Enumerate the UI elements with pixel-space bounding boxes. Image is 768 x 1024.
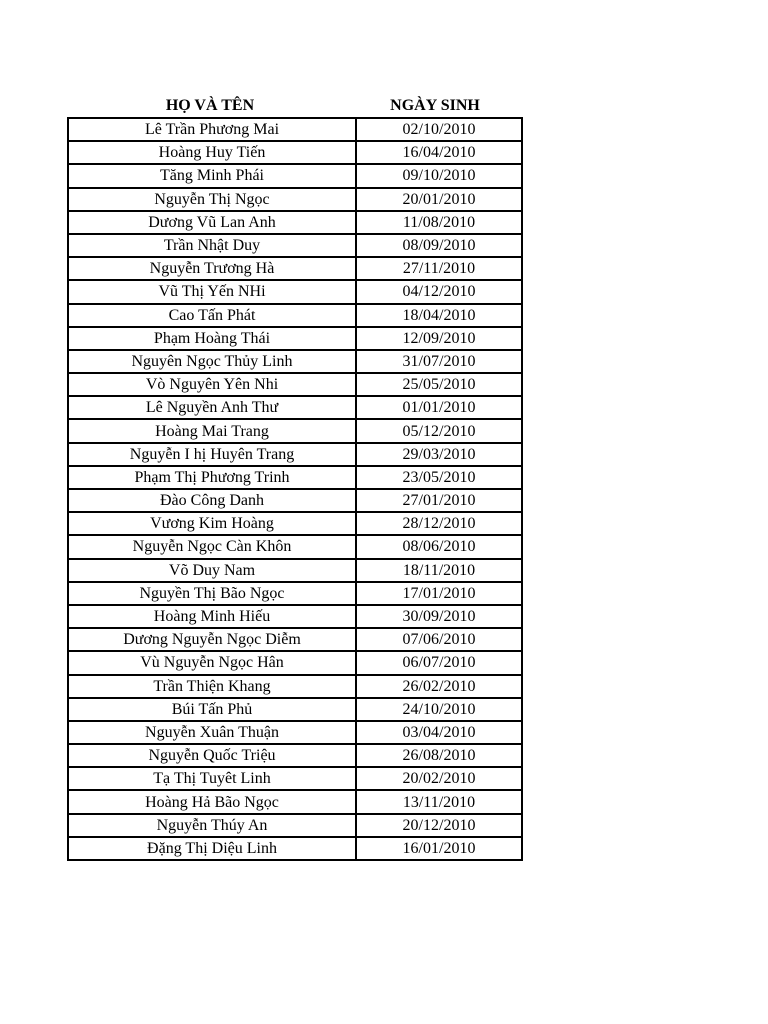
- birth-date-cell: 12/09/2010: [356, 327, 522, 350]
- table-row: [68, 443, 522, 466]
- student-name-cell: Nguyễn Ngọc Càn Khôn: [68, 535, 356, 558]
- student-table: [67, 117, 523, 861]
- student-name-cell: Nguyền Thị Bão Ngọc: [68, 582, 356, 605]
- student-name-cell: Hoàng Huy Tiến: [68, 141, 356, 164]
- student-name-cell: Nguyễn Quốc Triệu: [68, 744, 356, 767]
- student-table-body: [68, 118, 522, 860]
- birth-date-cell: 13/11/2010: [356, 790, 522, 813]
- student-name-cell: Vù Nguyễn Ngọc Hân: [68, 651, 356, 674]
- birth-date-cell: 20/01/2010: [356, 188, 522, 211]
- birth-date-cell: 06/07/2010: [356, 651, 522, 674]
- table-row: [68, 675, 522, 698]
- student-name-cell: Tăng Minh Phái: [68, 164, 356, 187]
- birth-date-cell: 03/04/2010: [356, 721, 522, 744]
- birth-date-cell: 16/04/2010: [356, 141, 522, 164]
- birth-date-cell: 08/06/2010: [356, 535, 522, 558]
- student-name-cell: Hoàng Mai Trang: [68, 419, 356, 442]
- birth-date-cell: 27/11/2010: [356, 257, 522, 280]
- table-row: [68, 118, 522, 141]
- table-header: [67, 94, 517, 118]
- table-row: [68, 419, 522, 442]
- table-row: [68, 790, 522, 813]
- table-row: [68, 396, 522, 419]
- table-row: [68, 188, 522, 211]
- student-name-cell: Cao Tấn Phát: [68, 304, 356, 327]
- birth-date-cell: 20/12/2010: [356, 814, 522, 837]
- birth-date-cell: 20/02/2010: [356, 767, 522, 790]
- table-row: [68, 837, 522, 860]
- student-name-cell: Nguyên Ngọc Thủy Linh: [68, 350, 356, 373]
- student-name-cell: Dương Vũ Lan Anh: [68, 211, 356, 234]
- student-name-cell: Hoàng Minh Hiếu: [68, 605, 356, 628]
- birth-date-cell: 05/12/2010: [356, 419, 522, 442]
- birth-date-cell: 30/09/2010: [356, 605, 522, 628]
- birth-date-cell: 08/09/2010: [356, 234, 522, 257]
- student-name-cell: Lê Nguyền Anh Thư: [68, 396, 356, 419]
- table-row: [68, 535, 522, 558]
- table-row: [68, 466, 522, 489]
- student-name-cell: Phạm Hoàng Thái: [68, 327, 356, 350]
- student-name-cell: Nguyễn Xuân Thuận: [68, 721, 356, 744]
- birth-date-cell: 29/03/2010: [356, 443, 522, 466]
- student-name-cell: Tạ Thị Tuyêt Linh: [68, 767, 356, 790]
- birth-date-cell: 24/10/2010: [356, 698, 522, 721]
- birth-date-cell: 31/07/2010: [356, 350, 522, 373]
- birth-date-cell: 26/02/2010: [356, 675, 522, 698]
- birth-date-cell: 23/05/2010: [356, 466, 522, 489]
- birth-date-cell: 16/01/2010: [356, 837, 522, 860]
- student-name-cell: Hoàng Hả Bão Ngọc: [68, 790, 356, 813]
- table-row: [68, 350, 522, 373]
- birth-date-cell: 17/01/2010: [356, 582, 522, 605]
- student-name-cell: Nguyễn I hị Huyên Trang: [68, 443, 356, 466]
- birth-date-cell: 25/05/2010: [356, 373, 522, 396]
- student-name-cell: Trần Thiện Khang: [68, 675, 356, 698]
- birth-date-cell: 02/10/2010: [356, 118, 522, 141]
- student-name-cell: Đặng Thị Diệu Linh: [68, 837, 356, 860]
- table-row: [68, 651, 522, 674]
- birth-date-cell: 09/10/2010: [356, 164, 522, 187]
- table-row: [68, 698, 522, 721]
- table-row: [68, 559, 522, 582]
- student-name-cell: Nguyễn Thị Ngọc: [68, 188, 356, 211]
- birth-date-cell: 18/11/2010: [356, 559, 522, 582]
- table-row: [68, 721, 522, 744]
- table-row: [68, 582, 522, 605]
- student-name-cell: Phạm Thị Phương Trinh: [68, 466, 356, 489]
- student-name-cell: Vò Nguyên Yên Nhi: [68, 373, 356, 396]
- column-header-dob: NGÀY SINH: [390, 97, 480, 114]
- table-row: [68, 141, 522, 164]
- table-row: [68, 628, 522, 651]
- table-row: [68, 512, 522, 535]
- table-row: [68, 373, 522, 396]
- birth-date-cell: 01/01/2010: [356, 396, 522, 419]
- birth-date-cell: 26/08/2010: [356, 744, 522, 767]
- table-row: [68, 280, 522, 303]
- table-row: [68, 814, 522, 837]
- student-name-cell: Lê Trần Phương Mai: [68, 118, 356, 141]
- student-name-cell: Nguyễn Trương Hà: [68, 257, 356, 280]
- table-row: [68, 605, 522, 628]
- student-name-cell: Nguyễn Thúy An: [68, 814, 356, 837]
- birth-date-cell: 11/08/2010: [356, 211, 522, 234]
- student-name-cell: Đào Công Danh: [68, 489, 356, 512]
- table-row: [68, 304, 522, 327]
- student-name-cell: Dương Nguyễn Ngọc Diễm: [68, 628, 356, 651]
- table-row: [68, 164, 522, 187]
- birth-date-cell: 27/01/2010: [356, 489, 522, 512]
- birth-date-cell: 18/04/2010: [356, 304, 522, 327]
- table-row: [68, 489, 522, 512]
- student-name-cell: Búi Tấn Phủ: [68, 698, 356, 721]
- column-header-name: HỌ VÀ TÊN: [165, 97, 255, 114]
- table-row: [68, 234, 522, 257]
- table-row: [68, 767, 522, 790]
- table-row: [68, 257, 522, 280]
- table-row: [68, 744, 522, 767]
- table-row: [68, 211, 522, 234]
- student-name-cell: Võ Duy Nam: [68, 559, 356, 582]
- student-name-cell: Vương Kim Hoàng: [68, 512, 356, 535]
- birth-date-cell: 04/12/2010: [356, 280, 522, 303]
- student-name-cell: Vũ Thị Yến NHi: [68, 280, 356, 303]
- table-row: [68, 327, 522, 350]
- birth-date-cell: 07/06/2010: [356, 628, 522, 651]
- student-name-cell: Trần Nhật Duy: [68, 234, 356, 257]
- birth-date-cell: 28/12/2010: [356, 512, 522, 535]
